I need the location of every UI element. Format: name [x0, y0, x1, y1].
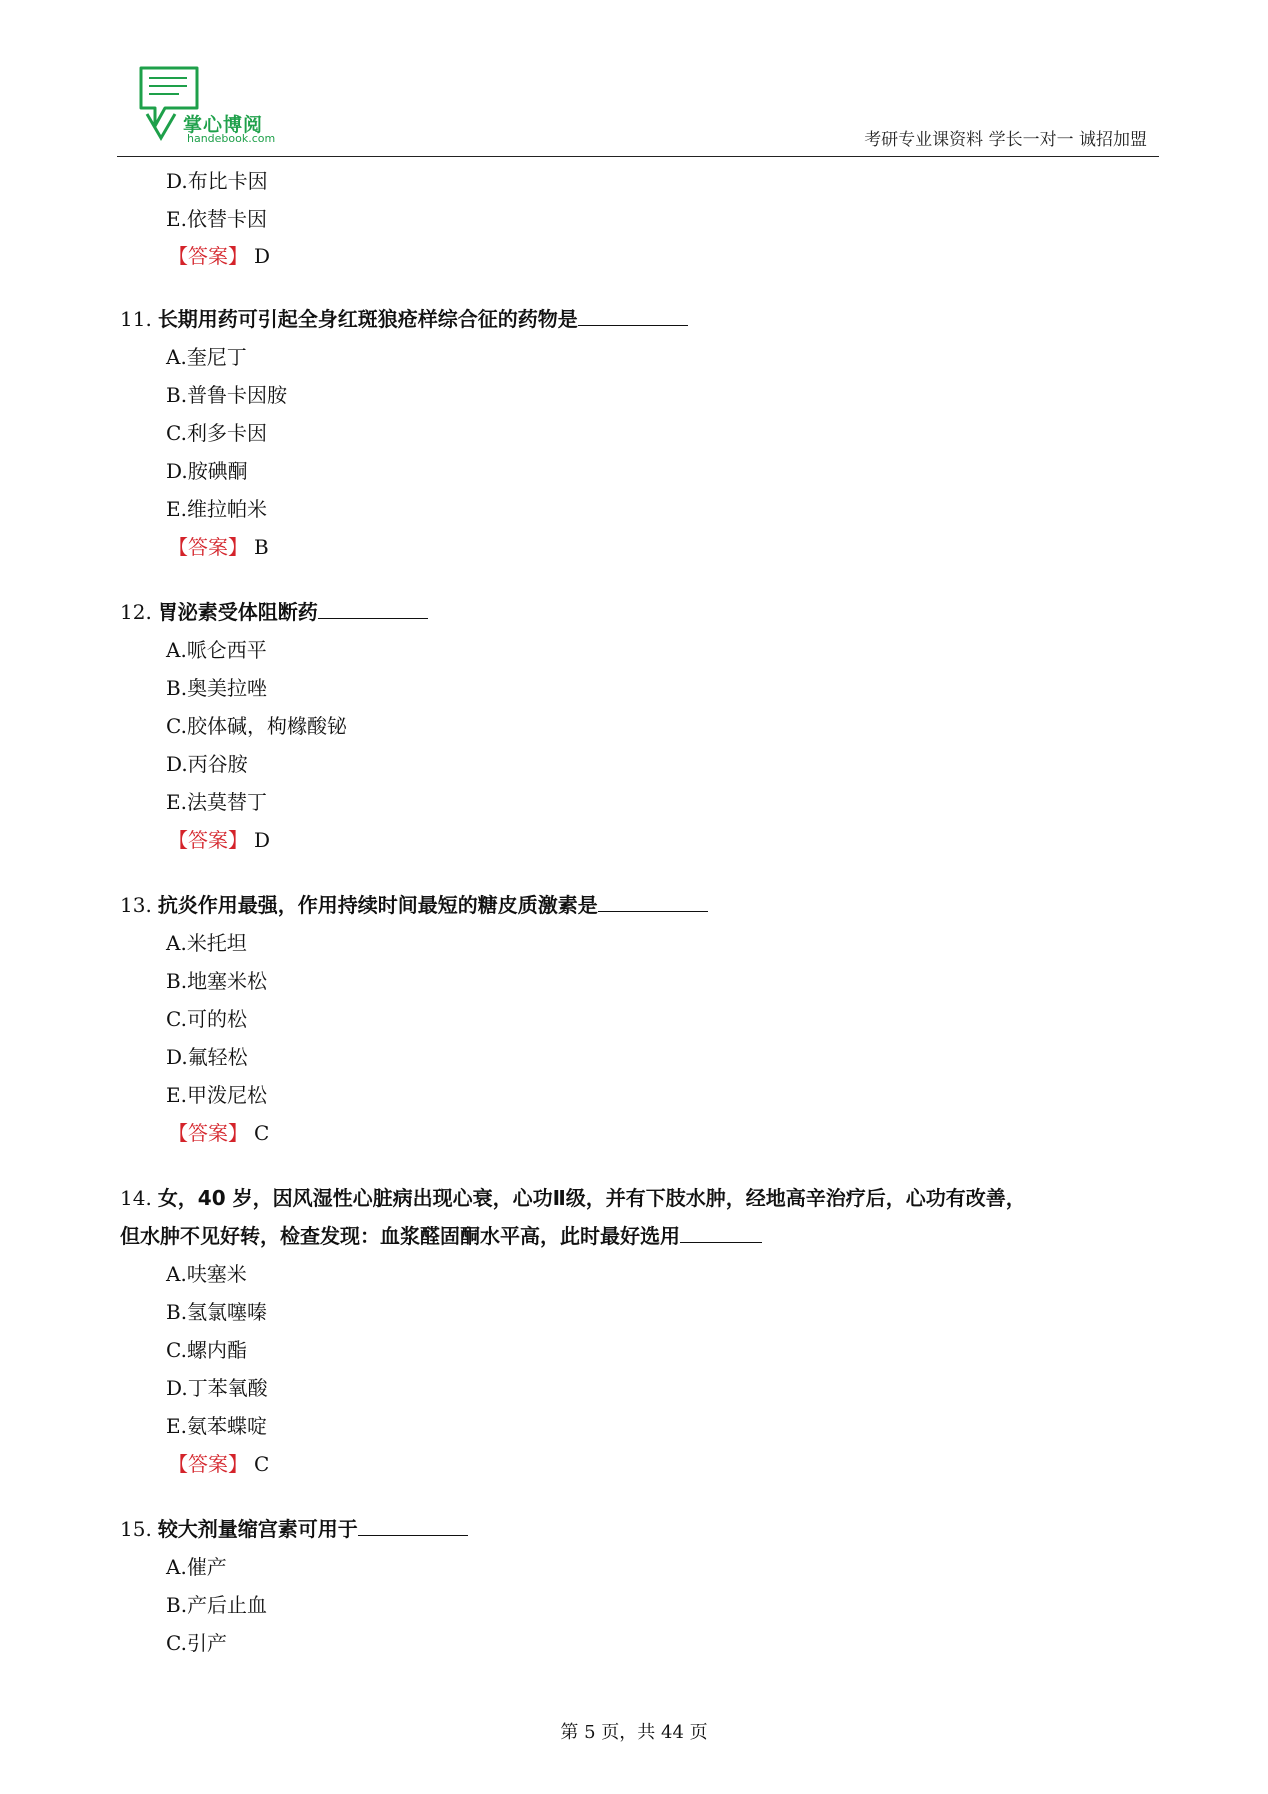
logo-name: 掌心博阅 — [183, 114, 264, 136]
option: A.催产 — [166, 1555, 227, 1579]
option: A.奎尼丁 — [166, 345, 247, 369]
option: D.氟轻松 — [166, 1045, 248, 1069]
option: C.引产 — [166, 1631, 227, 1655]
option: B.产后止血 — [166, 1593, 268, 1617]
question-title-continued: 但水肿不见好转，检查发现：血浆醛固酮水平高，此时最好选用 — [120, 1220, 762, 1249]
option: C.胶体碱，枸橼酸铋 — [166, 714, 347, 738]
option: A.哌仑西平 — [166, 638, 267, 662]
answer: 【答案】 D — [168, 244, 271, 268]
question-title: 15. 较大剂量缩宫素可用于 — [120, 1513, 468, 1542]
question-title: 12. 胃泌素受体阻断药 — [120, 596, 428, 625]
answer: 【答案】 C — [168, 1121, 270, 1145]
option: D.胺碘酮 — [166, 459, 248, 483]
answer-blank — [358, 1517, 468, 1536]
header-tagline: 考研专业课资料 学长一对一 诚招加盟 — [864, 130, 1147, 150]
option: B.氢氯噻嗪 — [166, 1300, 268, 1324]
answer-blank — [598, 893, 708, 912]
option: D.丁苯氧酸 — [166, 1376, 268, 1400]
option: A.米托坦 — [166, 931, 247, 955]
logo-domain: handebook.com — [187, 132, 276, 145]
option: B.奥美拉唑 — [166, 676, 268, 700]
option: E.甲泼尼松 — [166, 1083, 267, 1107]
option: E.氨苯蝶啶 — [166, 1414, 267, 1438]
option: D.丙谷胺 — [166, 752, 248, 776]
option: B.普鲁卡因胺 — [166, 383, 288, 407]
option: A.呋塞米 — [166, 1262, 247, 1286]
page-footer: 第 5 页，共 44 页 — [560, 1722, 708, 1743]
answer: 【答案】 C — [168, 1452, 270, 1476]
answer-blank — [680, 1224, 762, 1243]
option: C.利多卡因 — [166, 421, 267, 445]
answer-blank — [318, 600, 428, 619]
option: D.布比卡因 — [166, 169, 268, 193]
option: C.可的松 — [166, 1007, 247, 1031]
logo — [135, 64, 275, 148]
option: E.依替卡因 — [166, 207, 267, 231]
page-header — [117, 60, 1159, 157]
option: C.螺内酯 — [166, 1338, 247, 1362]
answer: 【答案】 D — [168, 828, 271, 852]
option: E.维拉帕米 — [166, 497, 267, 521]
question-title: 14. 女，40 岁，因风湿性心脏病出现心衰，心功Ⅱ级，并有下肢水肿，经地高辛治疗后，心功有改善， — [120, 1186, 1026, 1210]
question-title: 11. 长期用药可引起全身红斑狼疮样综合征的药物是 — [120, 303, 688, 332]
answer: 【答案】 B — [168, 535, 269, 559]
question-title: 13. 抗炎作用最强，作用持续时间最短的糖皮质激素是 — [120, 889, 708, 918]
answer-blank — [578, 307, 688, 326]
option: E.法莫替丁 — [166, 790, 267, 814]
option: B.地塞米松 — [166, 969, 268, 993]
